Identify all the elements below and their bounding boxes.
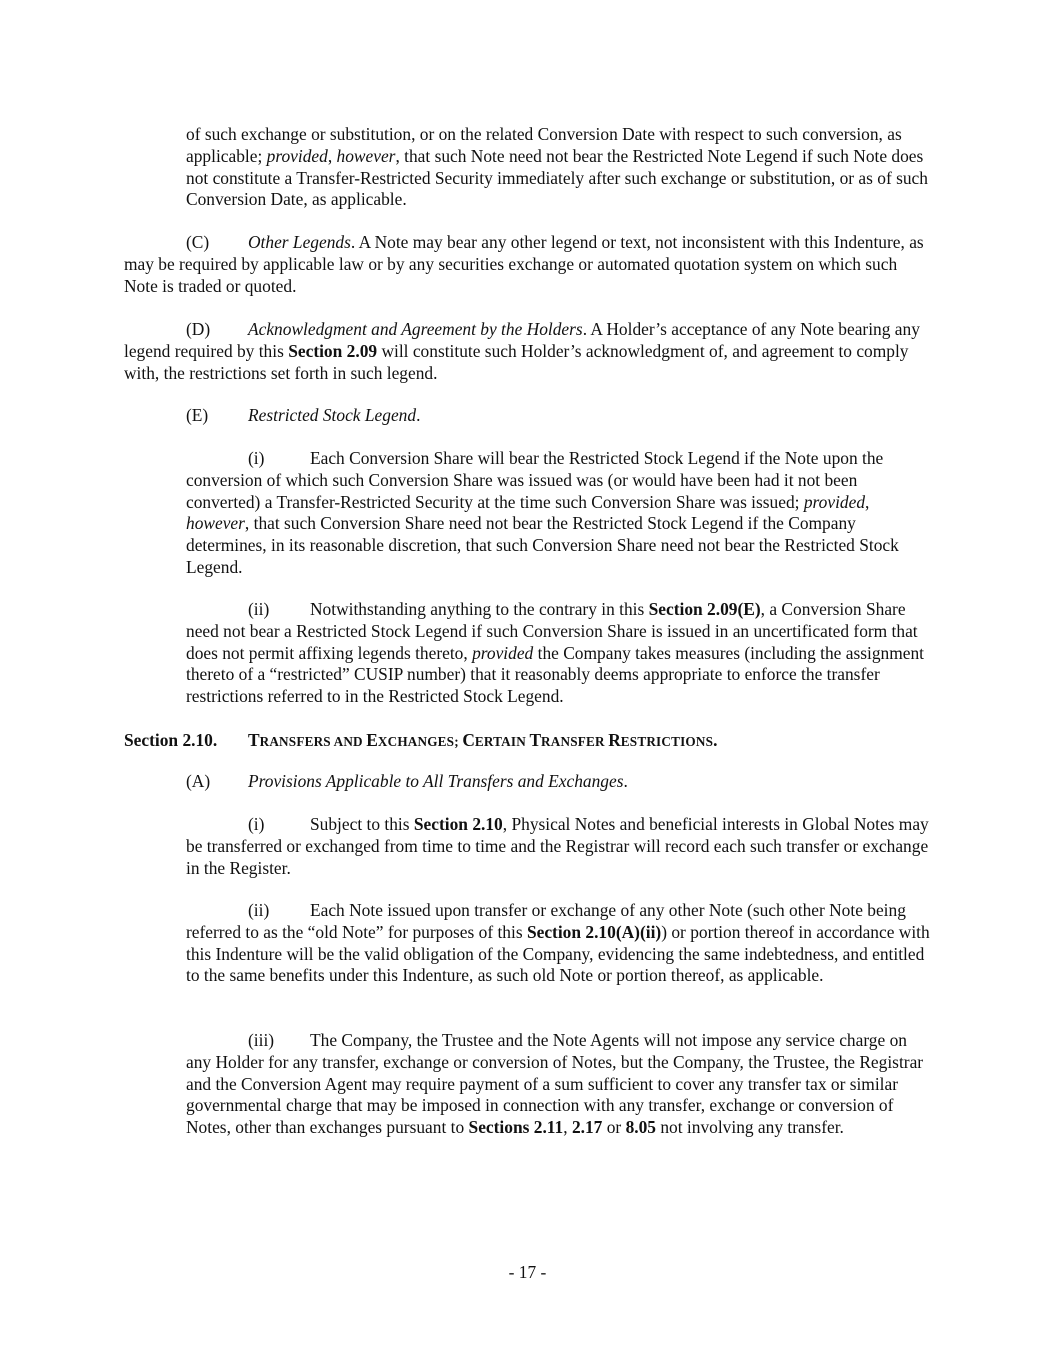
heading-capital: C	[462, 730, 475, 750]
punctuation: .	[416, 405, 421, 425]
paragraph-title: Provisions Applicable to All Transfers and Exchanges	[248, 771, 624, 791]
heading-smallcaps: RANSFER	[541, 734, 609, 749]
heading-smallcaps: XCHANGES;	[377, 734, 463, 749]
paragraph-label: (i)	[248, 448, 265, 468]
paragraph-e	[124, 405, 931, 427]
section-reference: Section 2.09(E)	[648, 599, 761, 619]
paragraph-text: not involving any transfer.	[656, 1117, 844, 1138]
heading-smallcaps: ERTAIN	[474, 734, 530, 749]
paragraph-title: Restricted Stock Legend	[248, 405, 417, 425]
paragraph-label: (ii)	[248, 599, 270, 619]
paragraph-text: Subject to this	[310, 814, 414, 834]
paragraph-e-i	[186, 448, 931, 579]
page-number: - 17 -	[508, 1262, 547, 1282]
section-reference: Section 2.09	[288, 340, 378, 361]
paragraph-text: The Company, the Trustee and the Note Agents will not impose any service charge on any Holder for any transfer, exchange or conversion of Notes, but the Company, the Trustee, the Registrar and the Conversion Agent may require payment of a sum sufficient to cover any transfer tax or similar governmental charge that may be imposed in connection with any transfer, exchange or conversion of Notes, other than exchanges pursuant to	[186, 1030, 924, 1138]
paragraph-label: (A)	[186, 771, 211, 791]
paragraph-text: . A Holder’s acceptance of any Note bearing any legend required by this	[124, 319, 920, 361]
paragraph-text: ) or portion thereof in accordance with this Indenture will be the valid obligation of the Company, evidencing the same indebtedness, and entitled to the same benefits under this Indenture, as such old Note or portion thereof, as applicable.	[186, 921, 930, 986]
paragraph-text: Each Conversion Share will bear the Restricted Stock Legend if the Note upon the conversion of which such Conversion Share was issued was (or would have been had it not been converted) a Transfer-Restricted Security at the time such Conversion Share was issued;	[186, 448, 884, 512]
punctuation: .	[713, 730, 718, 750]
paragraph-label: (i)	[248, 814, 265, 834]
paragraph-text: , Physical Notes and beneficial interests in Global Notes may be transferred or exchanged from time to time and the Registrar will record each such transfer or exchange in the Register.	[186, 814, 929, 878]
section-number: Section 2.10.	[124, 730, 218, 750]
paragraph-a-iii	[186, 1030, 931, 1139]
paragraph-label: (C)	[186, 232, 210, 252]
paragraph-text: , that such Note need not bear the Restricted Note Legend if such Note does not constitute a Transfer-Restricted Security immediately after such exchange or substitution, or as of such Conversion Date, as applicable.	[186, 145, 928, 210]
section-reference: Section 2.10	[413, 814, 503, 834]
section-reference: Section 2.10(A)(ii)	[526, 921, 662, 942]
paragraph-text: , that such Conversion Share need not bear the Restricted Stock Legend if the Company determines, in its reasonable discretion, that such Conversion Share need not bear the Restricted Stock Legend.	[186, 513, 899, 577]
italic-term: provided	[803, 491, 866, 512]
paragraph-text: the Company takes measures (including the assignment thereto of a “restricted” CUSIP number) that it reasonably deems appropriate to enforce the transfer restrictions referred to in the Restricted Stock Legend.	[186, 642, 924, 707]
continued-paragraph	[186, 124, 931, 211]
paragraph-text: A Note may bear any other legend or text, not inconsistent with this Indenture, as may be required by applicable law or by any securities exchange or automated quotation system on which such Note is traded or quoted.	[124, 232, 924, 296]
italic-term: provided	[472, 642, 534, 663]
paragraph-label: (iii)	[248, 1030, 275, 1050]
heading-smallcaps: RANSFERS AND	[259, 734, 367, 749]
paragraph-a	[124, 771, 931, 793]
punctuation: or	[602, 1117, 626, 1138]
paragraph-d	[124, 319, 931, 384]
punctuation: ,	[865, 491, 870, 512]
punctuation: .	[623, 771, 628, 791]
paragraph-e-ii	[186, 599, 931, 708]
paragraph-label: (D)	[186, 319, 211, 339]
paragraph-c	[124, 232, 931, 297]
punctuation: ,	[327, 145, 337, 166]
heading-smallcaps: ESTRICTIONS	[620, 734, 714, 749]
paragraph-text: Each Note issued upon transfer or exchange of any other Note (such other Note being referred to as the “old Note” for purposes of this	[186, 900, 906, 942]
paragraph-a-i	[186, 814, 931, 879]
paragraph-label: (ii)	[248, 900, 270, 920]
italic-term: however	[336, 145, 396, 166]
paragraph-label: (E)	[186, 405, 209, 425]
heading-capital: T	[529, 730, 542, 750]
paragraph-title: Acknowledgment and Agreement by the Holders	[248, 319, 583, 339]
paragraph-text: of such exchange or substitution, or on the related Conversion Date with respect to such conversion, as applicable;	[186, 124, 902, 166]
punctuation: .	[350, 232, 356, 252]
paragraph-text: , a Conversion Share need not bear a Restricted Stock Legend if such Conversion Share is issued in an uncertificated form that does not permit affixing legends thereto,	[186, 599, 918, 663]
section-heading	[124, 730, 931, 753]
paragraph-text: will constitute such Holder’s acknowledgment of, and agreement to comply with, the restrictions set forth in such legend.	[124, 340, 909, 383]
italic-term: provided	[266, 145, 328, 166]
paragraph-a-ii	[186, 900, 931, 987]
section-reference: 8.05	[625, 1117, 656, 1138]
paragraph-title: Other Legends	[248, 232, 351, 252]
section-reference: Sections 2.11	[468, 1117, 564, 1138]
heading-capital: E	[366, 730, 378, 750]
heading-capital: R	[608, 730, 621, 750]
italic-term: however	[186, 513, 245, 534]
paragraph-text: Notwithstanding anything to the contrary in this	[310, 599, 649, 619]
heading-capital: T	[248, 730, 260, 750]
section-reference: 2.17	[571, 1117, 603, 1138]
punctuation: ,	[563, 1117, 572, 1138]
